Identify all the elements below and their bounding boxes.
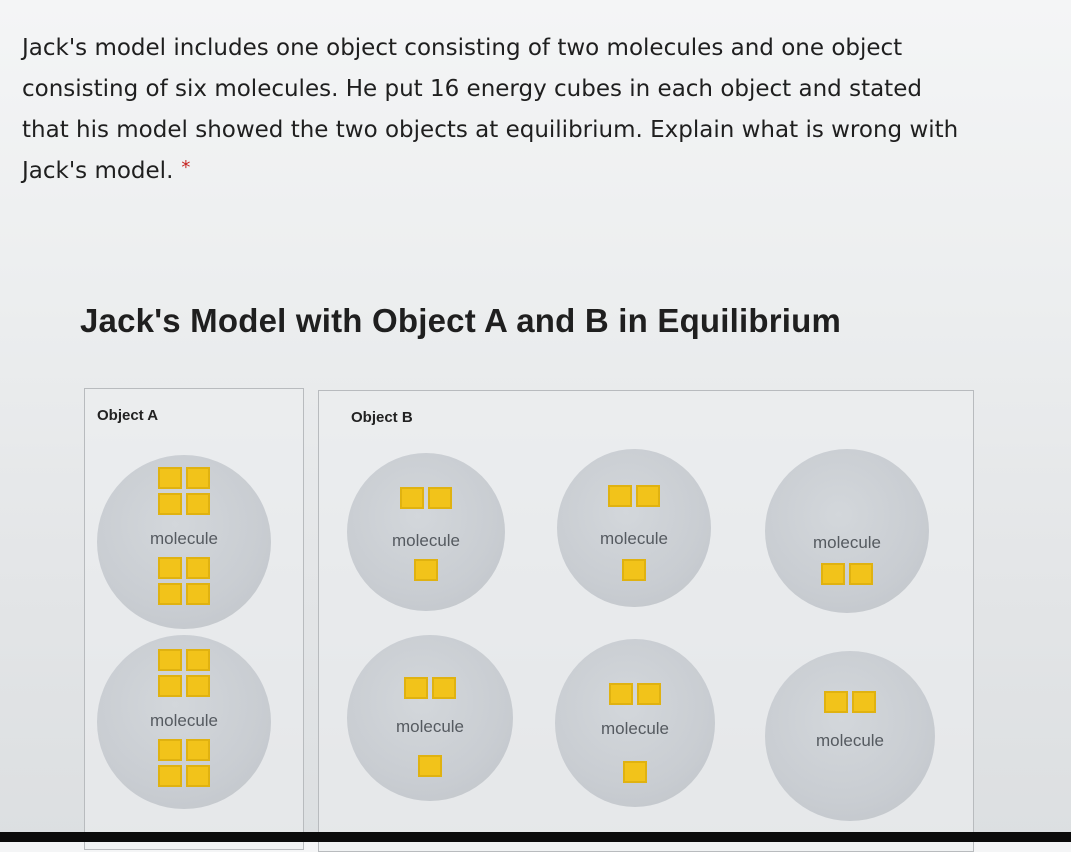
energy-cube (158, 675, 182, 697)
energy-cube-row (347, 755, 513, 777)
model-title: Jack's Model with Object A and B in Equilibrium (80, 302, 842, 339)
energy-cube-row (97, 557, 271, 579)
energy-cube-row (97, 649, 271, 671)
energy-cube-row (347, 559, 505, 581)
energy-cube (158, 557, 182, 579)
energy-cube (418, 755, 442, 777)
energy-cube (158, 765, 182, 787)
energy-cube-row (97, 493, 271, 515)
energy-cube-row (97, 675, 271, 697)
energy-cube-row (555, 761, 715, 783)
object-b-molecule (765, 449, 929, 613)
object-b-molecule (557, 449, 711, 607)
energy-cube (186, 649, 210, 671)
energy-cube (821, 563, 845, 585)
energy-cube-row (555, 683, 715, 705)
energy-cube-row (97, 467, 271, 489)
object-b-label: Object B (351, 409, 413, 426)
molecule-label: molecule (149, 711, 219, 730)
energy-cube (158, 583, 182, 605)
energy-cube (186, 583, 210, 605)
energy-cube-row (347, 487, 505, 509)
energy-cube (824, 691, 848, 713)
energy-cube (637, 683, 661, 705)
object-a-panel (84, 388, 304, 850)
energy-cube (609, 683, 633, 705)
energy-cube (158, 739, 182, 761)
energy-cube-row (347, 677, 513, 699)
object-a-label: Object A (97, 407, 159, 424)
molecule-label: molecule (391, 531, 461, 550)
energy-cube-row (97, 765, 271, 787)
energy-cube (186, 675, 210, 697)
energy-cube (414, 559, 438, 581)
object-b-molecule (765, 651, 935, 821)
energy-cube (158, 493, 182, 515)
energy-cube-row (97, 739, 271, 761)
energy-cube (608, 485, 632, 507)
energy-cube (852, 691, 876, 713)
object-b-panel (318, 390, 974, 852)
object-b-molecule (347, 635, 513, 801)
screen-bottom-edge (0, 832, 1071, 842)
energy-cube (404, 677, 428, 699)
energy-cube (432, 677, 456, 699)
energy-cube (186, 739, 210, 761)
molecule-label: molecule (812, 533, 882, 552)
molecule-label: molecule (149, 529, 219, 548)
required-marker: * (181, 157, 191, 178)
energy-cube (186, 765, 210, 787)
energy-cube-row (97, 583, 271, 605)
molecule-label: molecule (395, 717, 465, 736)
question-text (22, 28, 1042, 192)
energy-cube (623, 761, 647, 783)
energy-cube-row (557, 559, 711, 581)
object-a-molecule (97, 635, 271, 809)
energy-cube (158, 649, 182, 671)
energy-cube (622, 559, 646, 581)
energy-cube (636, 485, 660, 507)
object-a-molecule (97, 455, 271, 629)
energy-cube-row (557, 485, 711, 507)
question-line: that his model showed the two objects at equilibrium. Explain what is wrong with (22, 117, 959, 143)
object-b-molecule (555, 639, 715, 807)
energy-cube-row (765, 563, 929, 585)
energy-cube (186, 467, 210, 489)
question-line (22, 151, 1042, 192)
energy-cube (158, 467, 182, 489)
energy-cube (400, 487, 424, 509)
energy-cube (428, 487, 452, 509)
energy-cube (849, 563, 873, 585)
question-line-text: Jack's model. (22, 158, 174, 184)
energy-cube (186, 557, 210, 579)
molecule-label: molecule (600, 719, 670, 738)
energy-cube (186, 493, 210, 515)
object-b-molecule (347, 453, 505, 611)
molecule-label: molecule (599, 529, 669, 548)
question-line: consisting of six molecules. He put 16 energy cubes in each object and stated (22, 76, 922, 102)
molecule-label: molecule (815, 731, 885, 750)
energy-cube-row (765, 691, 935, 713)
question-line: Jack's model includes one object consisting of two molecules and one object (22, 35, 903, 61)
